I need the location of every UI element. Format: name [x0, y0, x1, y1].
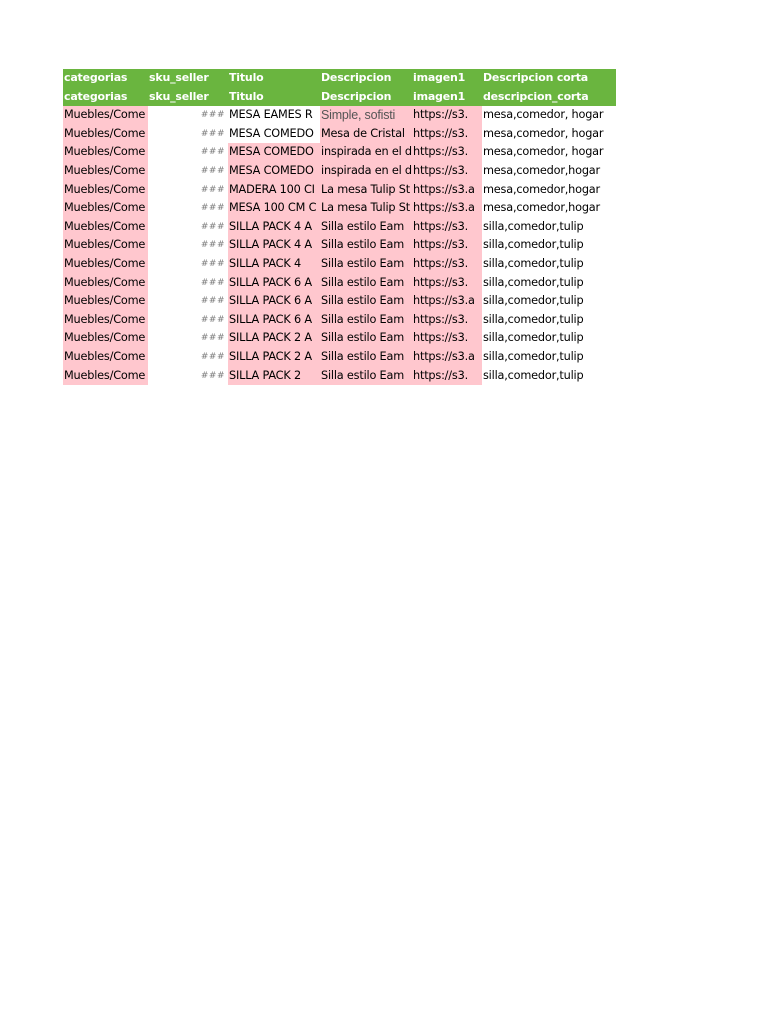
- header-row: [63, 88, 616, 107]
- cell-categoria[interactable]: Muebles/Come: [63, 106, 148, 125]
- cell-sku-seller[interactable]: ###: [200, 351, 225, 362]
- cell-titulo[interactable]: MADERA 100 CI: [228, 181, 320, 200]
- table-row: [63, 329, 616, 348]
- header-cell-imagen1[interactable]: imagen1: [412, 69, 482, 88]
- cell-descripcion[interactable]: Silla estilo Eam: [320, 218, 412, 237]
- cell-descripcion[interactable]: Simple, sofisti: [320, 106, 412, 125]
- cell-sku-seller[interactable]: ###: [200, 296, 225, 307]
- cell-categoria[interactable]: Muebles/Come: [63, 255, 148, 274]
- cell-imagen1[interactable]: https://s3.: [412, 143, 482, 162]
- cell-imagen1[interactable]: https://s3.: [412, 274, 482, 293]
- cell-descripcion-corta[interactable]: silla,comedor,tulip: [483, 349, 584, 363]
- table-row: [63, 255, 616, 274]
- cell-sku-seller[interactable]: ###: [200, 165, 225, 176]
- cell-titulo[interactable]: SILLA PACK 6 A: [228, 292, 320, 311]
- table-row: [63, 199, 616, 218]
- table-row: [63, 162, 616, 181]
- cell-categoria[interactable]: Muebles/Come: [63, 348, 148, 367]
- cell-titulo[interactable]: MESA COMEDO: [229, 126, 314, 140]
- cell-titulo[interactable]: SILLA PACK 2: [228, 367, 320, 386]
- cell-descripcion-corta[interactable]: mesa,comedor,hogar: [483, 163, 600, 177]
- table-row: [63, 292, 616, 311]
- cell-imagen1[interactable]: https://s3.: [412, 162, 482, 181]
- cell-titulo[interactable]: SILLA PACK 4 A: [228, 218, 320, 237]
- cell-descripcion[interactable]: La mesa Tulip St: [320, 181, 412, 200]
- cell-descripcion[interactable]: La mesa Tulip St: [320, 199, 412, 218]
- cell-categoria[interactable]: Muebles/Come: [63, 199, 148, 218]
- cell-sku-seller[interactable]: ###: [200, 203, 225, 214]
- cell-imagen1[interactable]: https://s3.: [412, 236, 482, 255]
- cell-sku-seller[interactable]: ###: [200, 110, 225, 121]
- cell-sku-seller[interactable]: ###: [200, 370, 225, 381]
- cell-descripcion[interactable]: Silla estilo Eam: [320, 274, 412, 293]
- cell-descripcion[interactable]: Silla estilo Eam: [320, 311, 412, 330]
- header-cell-titulo[interactable]: Titulo: [228, 88, 320, 107]
- cell-descripcion[interactable]: inspirada en el d: [320, 143, 412, 162]
- cell-descripcion[interactable]: Silla estilo Eam: [320, 292, 412, 311]
- cell-sku-seller[interactable]: ###: [200, 240, 225, 251]
- table-row: [63, 311, 616, 330]
- cell-imagen1[interactable]: https://s3.: [412, 329, 482, 348]
- cell-imagen1[interactable]: https://s3.: [412, 367, 482, 386]
- cell-descripcion[interactable]: Silla estilo Eam: [320, 348, 412, 367]
- cell-descripcion-corta[interactable]: silla,comedor,tulip: [483, 331, 584, 345]
- cell-sku-seller[interactable]: ###: [200, 221, 225, 232]
- cell-titulo[interactable]: SILLA PACK 2 A: [228, 348, 320, 367]
- cell-imagen1[interactable]: https://s3.a: [412, 348, 482, 367]
- table-row: [63, 236, 616, 255]
- cell-descripcion[interactable]: inspirada en el d: [320, 162, 412, 181]
- table-row: [63, 218, 616, 237]
- table-row: [63, 181, 616, 200]
- cell-imagen1[interactable]: https://s3.a: [412, 199, 482, 218]
- cell-categoria[interactable]: Muebles/Come: [63, 292, 148, 311]
- cell-descripcion-corta[interactable]: silla,comedor,tulip: [483, 368, 584, 382]
- cell-descripcion-corta[interactable]: mesa,comedor, hogar: [483, 126, 604, 140]
- cell-categoria[interactable]: Muebles/Come: [63, 162, 148, 181]
- header-cell-categorias[interactable]: categorias: [63, 88, 148, 107]
- cell-categoria[interactable]: Muebles/Come: [63, 329, 148, 348]
- cell-descripcion-corta[interactable]: silla,comedor,tulip: [483, 256, 584, 270]
- cell-imagen1[interactable]: https://s3.a: [412, 292, 482, 311]
- cell-descripcion-corta[interactable]: mesa,comedor, hogar: [483, 108, 604, 122]
- cell-imagen1[interactable]: https://s3.a: [412, 181, 482, 200]
- cell-titulo[interactable]: SILLA PACK 4 A: [228, 236, 320, 255]
- cell-sku-seller[interactable]: ###: [200, 258, 225, 269]
- cell-categoria[interactable]: Muebles/Come: [63, 236, 148, 255]
- cell-descripcion-corta[interactable]: silla,comedor,tulip: [483, 238, 584, 252]
- header-cell-imagen1[interactable]: imagen1: [412, 88, 482, 107]
- header-cell-categorias[interactable]: categorias: [63, 69, 148, 88]
- cell-descripcion-corta[interactable]: silla,comedor,tulip: [483, 312, 584, 326]
- cell-sku-seller[interactable]: ###: [200, 277, 225, 288]
- header-cell-titulo[interactable]: Titulo: [228, 69, 320, 88]
- cell-categoria[interactable]: Muebles/Come: [63, 143, 148, 162]
- cell-imagen1[interactable]: https://s3.: [412, 311, 482, 330]
- table-row: [63, 106, 616, 125]
- table-row: [63, 348, 616, 367]
- cell-categoria[interactable]: Muebles/Come: [63, 367, 148, 386]
- table-row: [63, 274, 616, 293]
- spreadsheet: [63, 69, 616, 385]
- cell-categoria[interactable]: Muebles/Come: [63, 311, 148, 330]
- cell-descripcion[interactable]: Silla estilo Eam: [320, 329, 412, 348]
- header-cell-descripcion-corta[interactable]: descripcion_corta: [482, 88, 616, 107]
- cell-imagen1[interactable]: https://s3.: [412, 218, 482, 237]
- cell-imagen1[interactable]: https://s3.: [412, 106, 482, 125]
- cell-descripcion-corta[interactable]: silla,comedor,tulip: [483, 275, 584, 289]
- cell-categoria[interactable]: Muebles/Come: [63, 181, 148, 200]
- header-cell-descripcion-corta[interactable]: Descripcion corta: [482, 69, 616, 88]
- cell-descripcion-corta[interactable]: silla,comedor,tulip: [483, 294, 584, 308]
- cell-titulo[interactable]: MESA COMEDO: [228, 143, 320, 162]
- cell-descripcion[interactable]: Silla estilo Eam: [320, 255, 412, 274]
- cell-imagen1[interactable]: https://s3.: [412, 125, 482, 144]
- header-cell-sku-seller[interactable]: sku_seller: [148, 88, 228, 107]
- cell-sku-seller[interactable]: ###: [200, 147, 225, 158]
- cell-sku-seller[interactable]: ###: [200, 128, 225, 139]
- cell-descripcion-corta[interactable]: mesa,comedor,hogar: [483, 182, 600, 196]
- cell-categoria[interactable]: Muebles/Come: [63, 125, 148, 144]
- cell-categoria[interactable]: Muebles/Come: [63, 274, 148, 293]
- header-cell-descripcion[interactable]: Descripcion: [320, 88, 412, 107]
- table-row: [63, 125, 616, 144]
- cell-titulo[interactable]: MESA 100 CM C: [228, 199, 320, 218]
- cell-descripcion[interactable]: Mesa de Cristal: [320, 125, 412, 144]
- cell-sku-seller[interactable]: ###: [200, 333, 225, 344]
- cell-titulo[interactable]: SILLA PACK 6 A: [228, 311, 320, 330]
- table-row: [63, 143, 616, 162]
- cell-descripcion[interactable]: Silla estilo Eam: [320, 367, 412, 386]
- cell-categoria[interactable]: Muebles/Come: [63, 218, 148, 237]
- product-table: [63, 69, 616, 385]
- cell-descripcion-corta[interactable]: silla,comedor,tulip: [483, 219, 584, 233]
- cell-sku-seller[interactable]: ###: [200, 184, 225, 195]
- cell-titulo[interactable]: SILLA PACK 4: [228, 255, 320, 274]
- cell-titulo[interactable]: SILLA PACK 2 A: [228, 329, 320, 348]
- header-row: [63, 69, 616, 88]
- header-cell-descripcion[interactable]: Descripcion: [320, 69, 412, 88]
- cell-titulo[interactable]: MESA COMEDO: [228, 162, 320, 181]
- cell-descripcion[interactable]: Silla estilo Eam: [320, 236, 412, 255]
- cell-descripcion-corta[interactable]: mesa,comedor, hogar: [483, 145, 604, 159]
- cell-sku-seller[interactable]: ###: [200, 314, 225, 325]
- cell-imagen1[interactable]: https://s3.: [412, 255, 482, 274]
- cell-titulo[interactable]: MESA EAMES R: [229, 108, 313, 122]
- cell-descripcion-corta[interactable]: mesa,comedor,hogar: [483, 201, 600, 215]
- header-cell-sku-seller[interactable]: sku_seller: [148, 69, 228, 88]
- cell-titulo[interactable]: SILLA PACK 6 A: [228, 274, 320, 293]
- table-row: [63, 367, 616, 386]
